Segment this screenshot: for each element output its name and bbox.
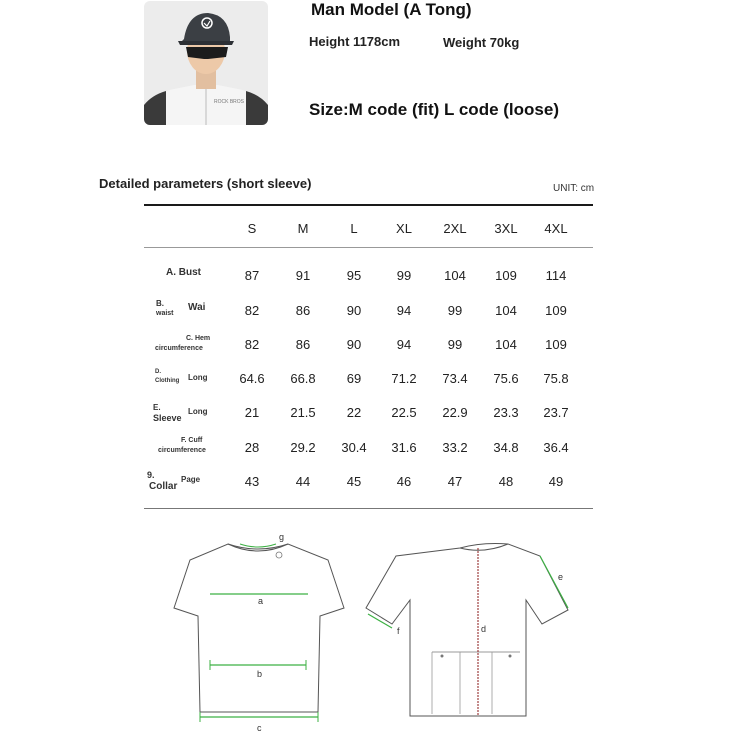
label-e: e (558, 572, 564, 582)
unit-label: UNIT: cm (553, 183, 595, 194)
row-label-cuff-sub: circumference (158, 447, 206, 454)
label-c: c (257, 723, 262, 733)
size-header-l: L (350, 221, 358, 236)
table-cell: 104 (495, 303, 517, 318)
table-cell: 75.6 (493, 371, 519, 386)
row-label-sleeve-word: Long (188, 407, 208, 416)
table-cell: 87 (244, 268, 260, 283)
table-cell: 22 (346, 405, 362, 420)
table-cell: 66.8 (290, 371, 316, 386)
table-cell: 46 (396, 474, 412, 489)
table-cell: 94 (396, 337, 412, 352)
size-header-m: M (297, 221, 309, 236)
table-cell: 109 (545, 337, 567, 352)
table-cell: 73.4 (442, 371, 468, 386)
svg-text:ROCK BROS: ROCK BROS (214, 99, 245, 105)
row-label-sleeve-letter: E. (153, 403, 161, 412)
size-header-2xl: 2XL (443, 221, 467, 236)
label-f: f (397, 626, 400, 636)
size-header-4xl: 4XL (544, 221, 568, 236)
table-cell: 69 (346, 371, 362, 386)
table-cell: 21.5 (290, 405, 316, 420)
table-cell: 43 (244, 474, 260, 489)
table-cell: 99 (447, 303, 463, 318)
table-cell: 28 (244, 440, 260, 455)
model-height: Height 1178cm (309, 34, 401, 49)
table-cell: 90 (346, 303, 362, 318)
row-label-length-sub: Clothing (155, 378, 180, 384)
table-cell: 47 (447, 474, 463, 489)
size-header-xl: XL (396, 221, 412, 236)
table-cell: 29.2 (290, 440, 316, 455)
table-cell: 104 (495, 337, 517, 352)
row-label-waist-letter: B. (156, 299, 164, 308)
table-cell: 64.6 (239, 371, 265, 386)
table-cell: 95 (346, 268, 362, 283)
row-label-collar-letter: 9. (147, 470, 155, 480)
table-cell: 99 (447, 337, 463, 352)
table-cell: 90 (346, 337, 362, 352)
table-cell: 75.8 (543, 371, 569, 386)
table-cell: 36.4 (543, 440, 569, 455)
back-shirt (366, 544, 568, 717)
row-label-sleeve-sub: Sleeve (153, 413, 182, 423)
row-label-collar-sub: Collar (149, 481, 178, 492)
table-cell: 82 (244, 337, 260, 352)
model-weight: Weight 70kg (443, 35, 520, 50)
size-header-3xl: 3XL (494, 221, 518, 236)
front-shirt (174, 532, 344, 733)
table-cell: 23.3 (493, 405, 519, 420)
table-cell: 99 (396, 268, 412, 283)
table-cell: 31.6 (391, 440, 417, 455)
size-recommendation: Size:M code (fit) L code (loose) (309, 100, 559, 119)
table-cell: 71.2 (391, 371, 417, 386)
table-cell: 49 (548, 474, 564, 489)
table-cell: 44 (295, 474, 311, 489)
table-cell: 22.9 (442, 405, 468, 420)
table-cell: 45 (346, 474, 362, 489)
label-a: a (258, 596, 264, 606)
table-cell: 48 (498, 474, 514, 489)
row-label-length-letter: D. (155, 369, 161, 375)
table-cell: 114 (545, 268, 567, 283)
row-label-cuff: F. Cuff (181, 437, 203, 444)
table-cell: 86 (295, 303, 311, 318)
table-heading: Detailed parameters (short sleeve) (99, 176, 312, 191)
table-header-rule (144, 247, 593, 248)
row-label-hem-sub: circumference (155, 345, 203, 352)
size-header-s: S (247, 221, 257, 236)
label-d: d (481, 624, 487, 634)
label-g: g (279, 532, 285, 542)
row-label-bust: A. Bust (166, 267, 201, 278)
table-cell: 34.8 (493, 440, 519, 455)
table-bottom-rule (144, 508, 593, 509)
row-label-collar-word: Page (181, 475, 201, 484)
model-photo-illustration (144, 1, 268, 125)
table-cell: 109 (545, 303, 567, 318)
row-label-waist-word: Wai (188, 302, 206, 313)
table-cell: 104 (444, 268, 466, 283)
table-cell: 21 (244, 405, 260, 420)
model-title: Man Model (A Tong) (311, 0, 472, 19)
model-photo (144, 1, 268, 125)
table-cell: 94 (396, 303, 412, 318)
row-label-hem: C. Hem (186, 335, 211, 342)
row-label-length-word: Long (188, 373, 208, 382)
table-top-rule (144, 204, 593, 206)
table-cell: 30.4 (341, 440, 367, 455)
table-cell: 109 (495, 268, 517, 283)
table-cell: 86 (295, 337, 311, 352)
table-cell: 23.7 (543, 405, 569, 420)
label-b: b (257, 669, 263, 679)
row-label-waist-sub: waist (156, 310, 174, 317)
measurement-diagram (170, 528, 590, 748)
table-cell: 82 (244, 303, 260, 318)
table-cell: 33.2 (442, 440, 468, 455)
table-cell: 22.5 (391, 405, 417, 420)
table-cell: 91 (295, 268, 311, 283)
